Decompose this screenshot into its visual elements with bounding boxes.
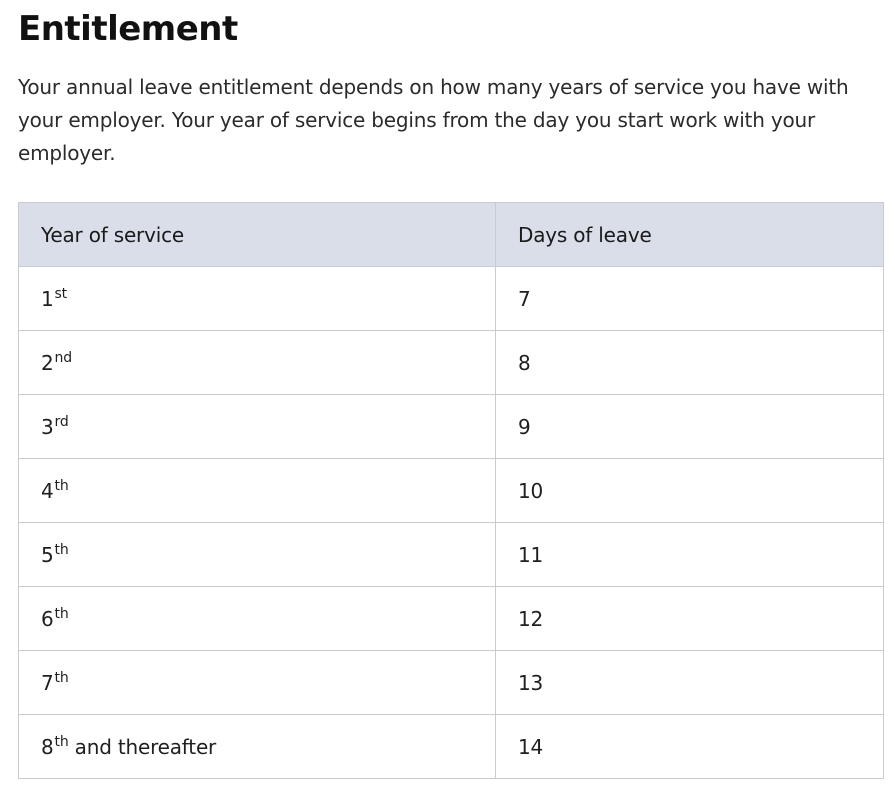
column-header-year-of-service: Year of service xyxy=(19,203,496,267)
ordinal-suffix: th xyxy=(54,477,69,494)
year-of-service-cell xyxy=(19,331,496,395)
year-number: 2 xyxy=(41,350,54,375)
table-body xyxy=(19,267,884,779)
year-of-service-cell xyxy=(19,587,496,651)
year-of-service-cell xyxy=(19,715,496,779)
column-header-days-of-leave: Days of leave xyxy=(496,203,884,267)
table-row xyxy=(19,587,884,651)
year-of-service-cell xyxy=(19,395,496,459)
days-of-leave-cell: 13 xyxy=(496,651,884,715)
year-of-service-cell xyxy=(19,267,496,331)
table-row xyxy=(19,267,884,331)
days-of-leave-cell: 10 xyxy=(496,459,884,523)
ordinal-suffix: st xyxy=(54,285,67,302)
days-of-leave-cell: 7 xyxy=(496,267,884,331)
ordinal-suffix: th xyxy=(54,605,69,622)
days-of-leave-cell: 9 xyxy=(496,395,884,459)
table-row xyxy=(19,651,884,715)
ordinal-suffix: nd xyxy=(54,349,72,366)
table-row xyxy=(19,523,884,587)
days-of-leave-cell: 8 xyxy=(496,331,884,395)
table-row xyxy=(19,715,884,779)
intro-paragraph: Your annual leave entitlement depends on how many years of service you have with your employer. Your year of service begins from the day you start work with your employer. xyxy=(18,75,849,165)
ordinal-suffix: rd xyxy=(54,413,69,430)
table-header xyxy=(19,203,884,267)
year-number: 3 xyxy=(41,414,54,439)
table-row xyxy=(19,331,884,395)
year-number: 7 xyxy=(41,670,54,695)
days-of-leave-cell: 14 xyxy=(496,715,884,779)
table-row xyxy=(19,395,884,459)
year-extra-text: and thereafter xyxy=(68,734,217,759)
year-of-service-cell xyxy=(19,523,496,587)
year-number: 5 xyxy=(41,542,54,567)
ordinal-suffix: th xyxy=(54,733,69,750)
days-of-leave-cell: 12 xyxy=(496,587,884,651)
page-heading: Entitlement xyxy=(18,9,238,49)
table-header-row xyxy=(19,203,884,267)
table-row xyxy=(19,459,884,523)
year-number: 1 xyxy=(41,286,54,311)
year-number: 4 xyxy=(41,478,54,503)
days-of-leave-cell: 11 xyxy=(496,523,884,587)
leave-entitlement-table xyxy=(18,202,884,779)
year-of-service-cell xyxy=(19,459,496,523)
year-number: 6 xyxy=(41,606,54,631)
year-of-service-cell xyxy=(19,651,496,715)
year-number: 8 xyxy=(41,734,54,759)
ordinal-suffix: th xyxy=(54,541,69,558)
ordinal-suffix: th xyxy=(54,669,69,686)
